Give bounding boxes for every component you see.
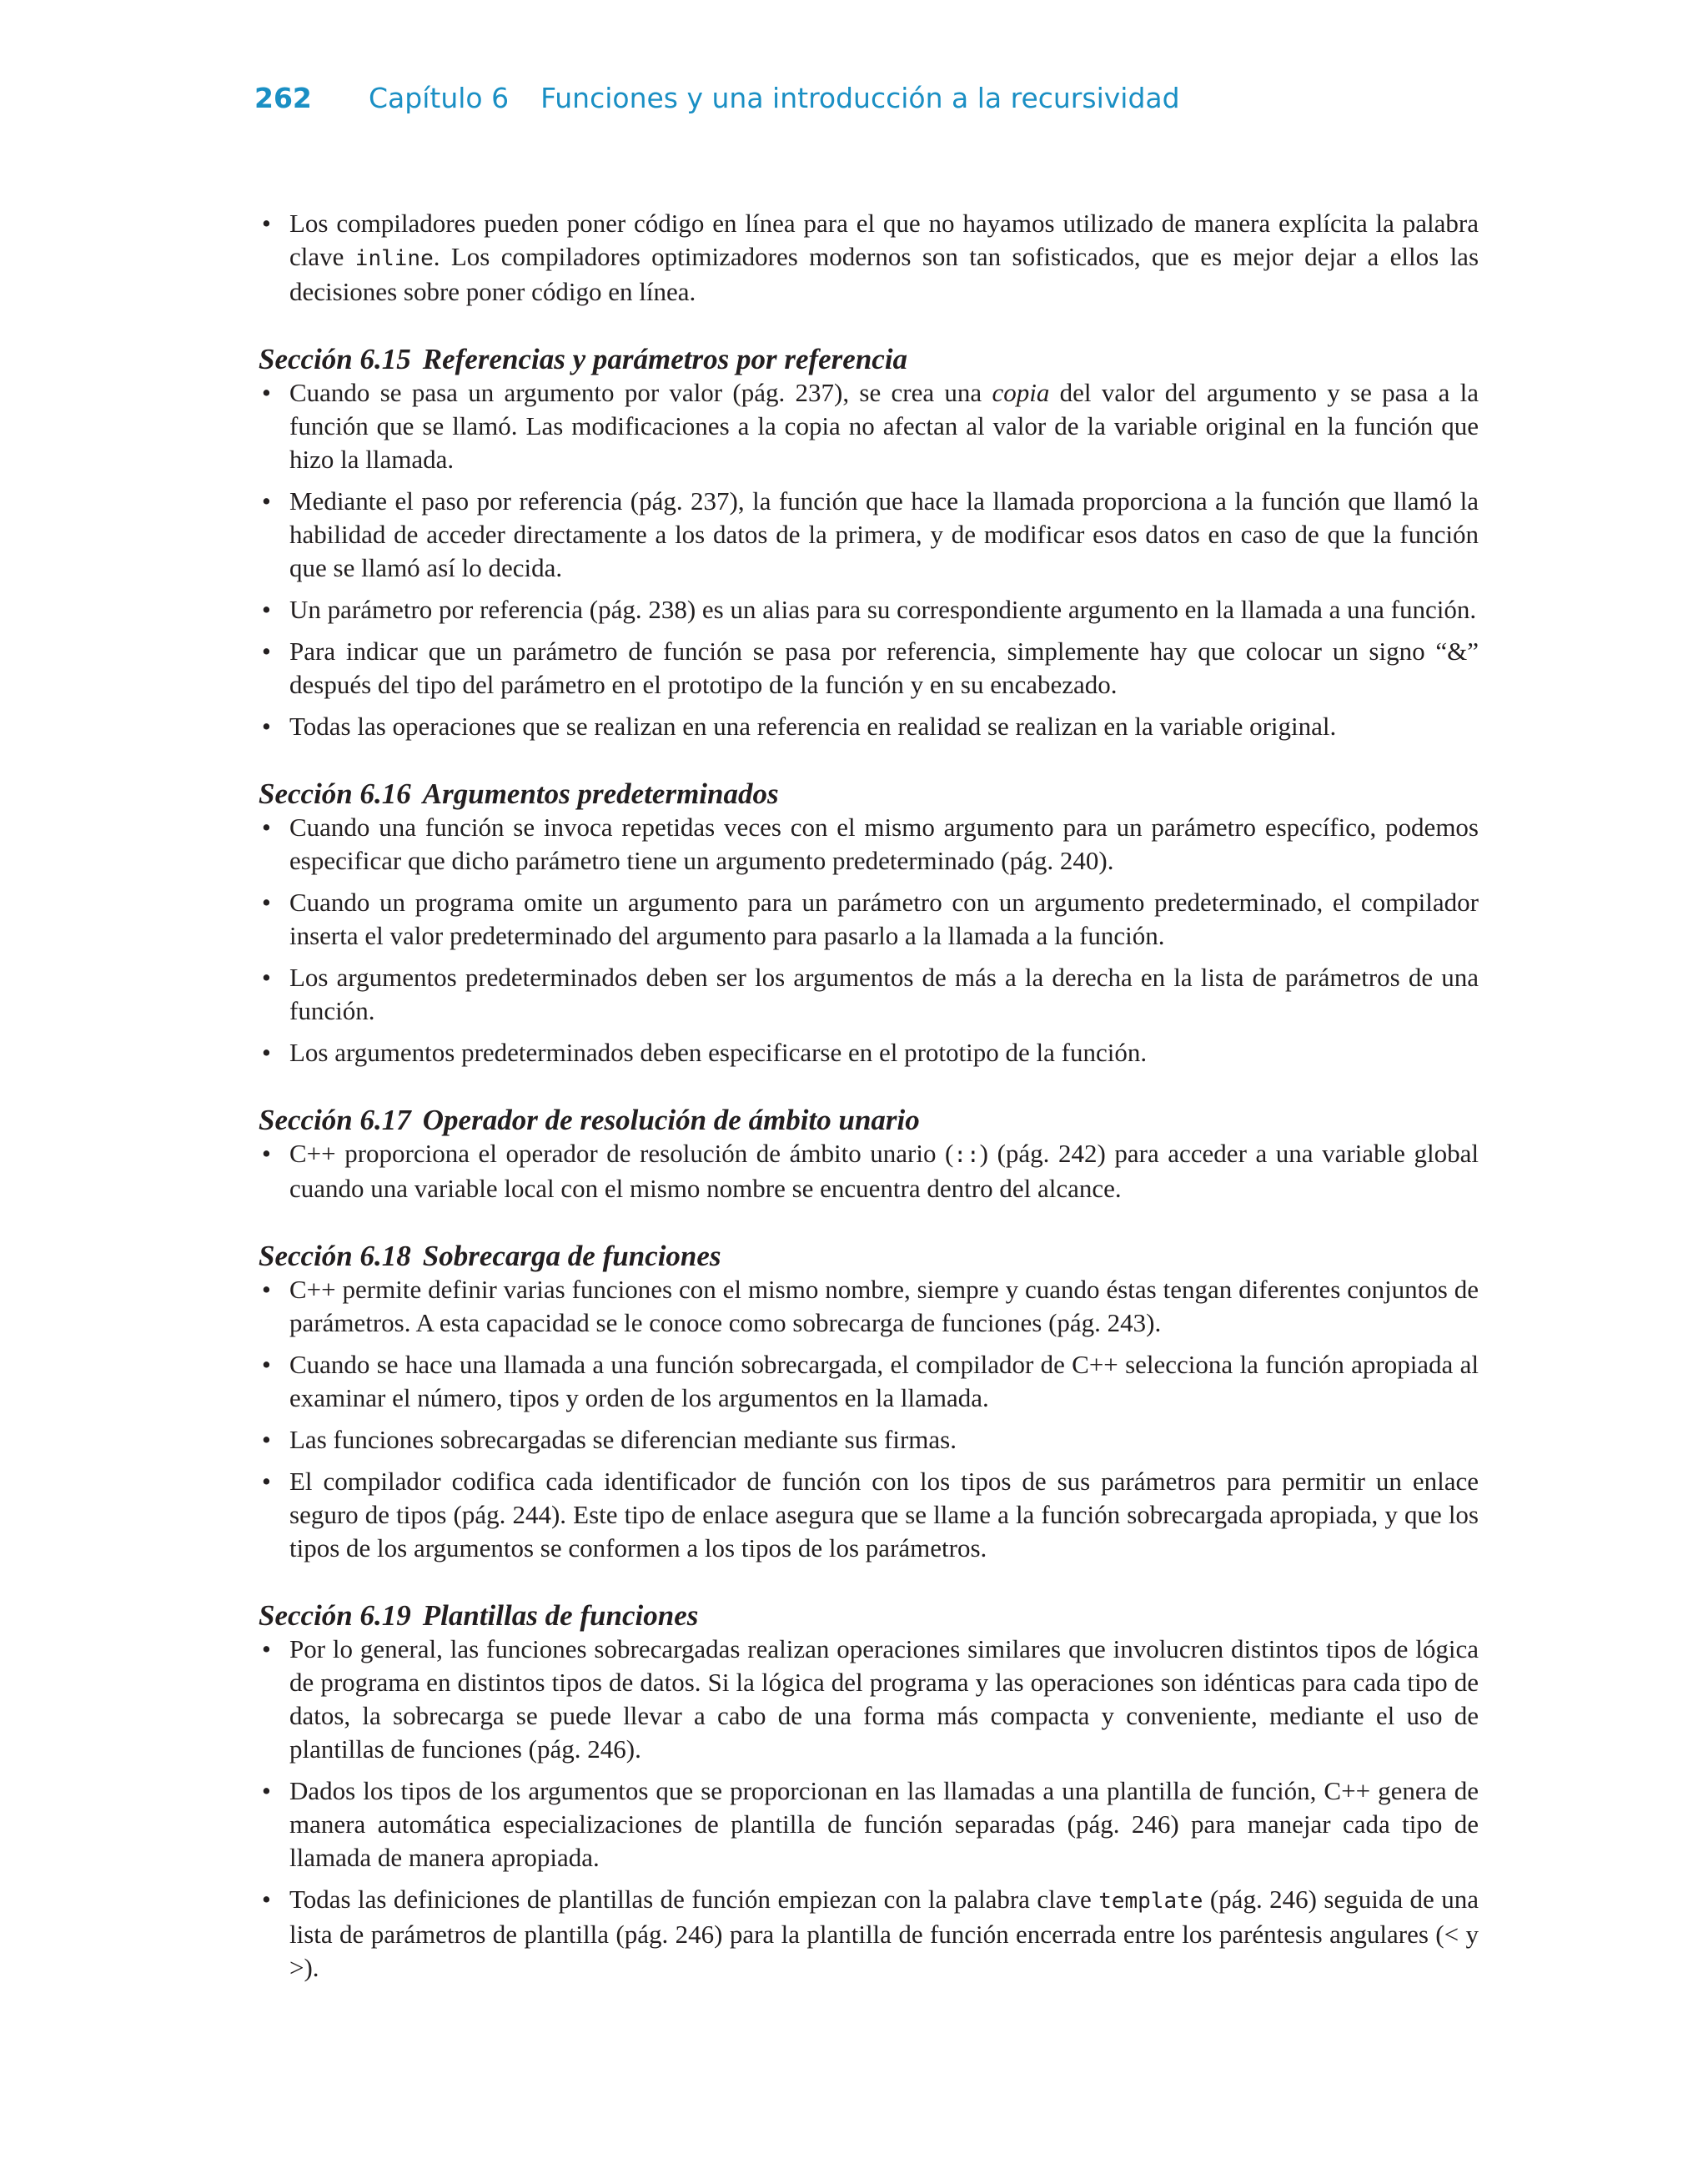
section-number: Sección 6.17 xyxy=(259,1104,411,1136)
page-number: 262 xyxy=(254,82,312,114)
page-body xyxy=(259,207,1479,1993)
section-number: Sección 6.18 xyxy=(259,1240,411,1272)
section-6-19 xyxy=(259,1599,1479,1985)
section-list xyxy=(259,1137,1479,1205)
list-item: • Cuando un programa omite un argumento para un parámetro con un argumento predeterminado, el compilador inserta el valor predeterminado del argumento para pasarlo a la llamada a la función. xyxy=(259,886,1479,953)
list-item: • Los argumentos predeterminados deben ser los argumentos de más a la derecha en la lista de parámetros de una función. xyxy=(259,961,1479,1028)
list-item xyxy=(259,1137,1479,1205)
section-number: Sección 6.15 xyxy=(259,343,411,375)
text-run: C++ proporciona el operador de resolución de ámbito unario ( xyxy=(289,1139,954,1168)
text-run: (pág. 246) seguida de una lista de parámetros de plantilla (pág. 246) para la plantilla de función encerrada entre los paréntesis angulares (< y >). xyxy=(289,1885,1479,1982)
inline-code: template xyxy=(1098,1889,1203,1914)
chapter-label: Capítulo 6 xyxy=(369,82,510,114)
list-item: • Por lo general, las funciones sobrecargadas realizan operaciones similares que involucren distintos tipos de lógica de programa en distintos tipos de datos. Si la lógica del programa y las operaciones son idénticas para cada tipo de datos, la sobrecarga se puede llevar a cabo de una forma más compacta y conveniente, mediante el uso de plantillas de funciones (pág. 246). xyxy=(259,1633,1479,1766)
section-6-18 xyxy=(259,1240,1479,1565)
section-title: Referencias y parámetros por referencia xyxy=(422,343,908,375)
section-heading xyxy=(259,1240,1479,1273)
text-run: Todas las definiciones de plantillas de función empiezan con la palabra clave xyxy=(289,1885,1099,1914)
section-list xyxy=(259,376,1479,743)
section-6-15 xyxy=(259,343,1479,743)
section-heading xyxy=(259,1104,1479,1137)
section-6-17 xyxy=(259,1104,1479,1205)
section-list xyxy=(259,1633,1479,1985)
section-heading xyxy=(259,1599,1479,1633)
list-item: • Cuando se hace una llamada a una función sobrecargada, el compilador de C++ selecciona la función apropiada al examinar el número, tipos y orden de los argumentos en la llamada. xyxy=(259,1348,1479,1415)
section-title: Plantillas de funciones xyxy=(422,1599,699,1632)
section-heading xyxy=(259,343,1479,376)
text-run: Los compiladores pueden poner código en línea para el que no hayamos utilizado de manera explícita la palabra clave xyxy=(289,209,1479,271)
list-item: • El compilador codifica cada identificador de función con los tipos de sus parámetros para permitir un enlace seguro de tipos (pág. 244). Este tipo de enlace asegura que se llame a la función sobrecargada apropiada, y que los tipos de los argumentos se conformen a los tipos de los parámetros. xyxy=(259,1465,1479,1565)
text-run: Cuando se pasa un argumento por valor (pág. 237), se crea una xyxy=(289,378,992,407)
intro-list xyxy=(259,207,1479,309)
list-item: • Cuando una función se invoca repetidas veces con el mismo argumento para un parámetro específico, podemos especificar que dicho parámetro tiene un argumento predeterminado (pág. 240). xyxy=(259,811,1479,878)
list-item xyxy=(259,376,1479,476)
running-header xyxy=(254,80,1180,117)
list-item: • Mediante el paso por referencia (pág. 237), la función que hace la llamada proporciona a la función que llamó la habilidad de acceder directamente a los datos de la primera, y de modificar esos datos en caso de que la función que se llamó así lo decida. xyxy=(259,485,1479,585)
list-item xyxy=(259,1883,1479,1985)
inline-code: inline xyxy=(354,246,434,271)
list-item: • Todas las operaciones que se realizan en una referencia en realidad se realizan en la variable original. xyxy=(259,710,1479,743)
section-list xyxy=(259,1273,1479,1565)
section-number: Sección 6.16 xyxy=(259,777,411,810)
text-run: . Los compiladores optimizadores modernos son tan sofisticados, que es mejor dejar a ellos las decisiones sobre poner código en línea. xyxy=(289,242,1479,306)
list-item: • C++ permite definir varias funciones con el mismo nombre, siempre y cuando éstas tengan diferentes conjuntos de parámetros. A esta capacidad se le conoce como sobrecarga de funciones (pág. 243). xyxy=(259,1273,1479,1340)
list-item: • Los argumentos predeterminados deben especificarse en el prototipo de la función. xyxy=(259,1036,1479,1069)
section-title: Argumentos predeterminados xyxy=(422,777,779,810)
section-heading xyxy=(259,777,1479,811)
section-number: Sección 6.19 xyxy=(259,1599,411,1632)
section-title: Sobrecarga de funciones xyxy=(422,1240,721,1272)
list-item xyxy=(259,207,1479,309)
text-run: ) (pág. 242) para acceder a una variable global cuando una variable local con el mismo nombre se encuentra dentro del alcance. xyxy=(289,1139,1479,1203)
text-run: del valor del argumento y se pasa a la función que se llamó. Las modificaciones a la copia no afectan al valor de la variable original en la función que hizo la llamada. xyxy=(289,378,1479,474)
section-6-16 xyxy=(259,777,1479,1069)
list-item: • Un parámetro por referencia (pág. 238) es un alias para su correspondiente argumento en la llamada a una función. xyxy=(259,593,1479,627)
inline-code: :: xyxy=(953,1143,980,1168)
chapter-title: Funciones y una introducción a la recursividad xyxy=(540,82,1180,114)
section-list xyxy=(259,811,1479,1069)
section-title: Operador de resolución de ámbito unario xyxy=(422,1104,920,1136)
list-item: • Para indicar que un parámetro de función se pasa por referencia, simplemente hay que colocar un signo “&” después del tipo del parámetro en el prototipo de la función y en su encabezado. xyxy=(259,635,1479,702)
emphasis: copia xyxy=(992,378,1050,407)
list-item: • Dados los tipos de los argumentos que se proporcionan en las llamadas a una plantilla de función, C++ genera de manera automática especializaciones de plantilla de función separadas (pág. 246) para manejar cada tipo de llamada de manera apropiada. xyxy=(259,1774,1479,1875)
list-item: • Las funciones sobrecargadas se diferencian mediante sus firmas. xyxy=(259,1423,1479,1457)
